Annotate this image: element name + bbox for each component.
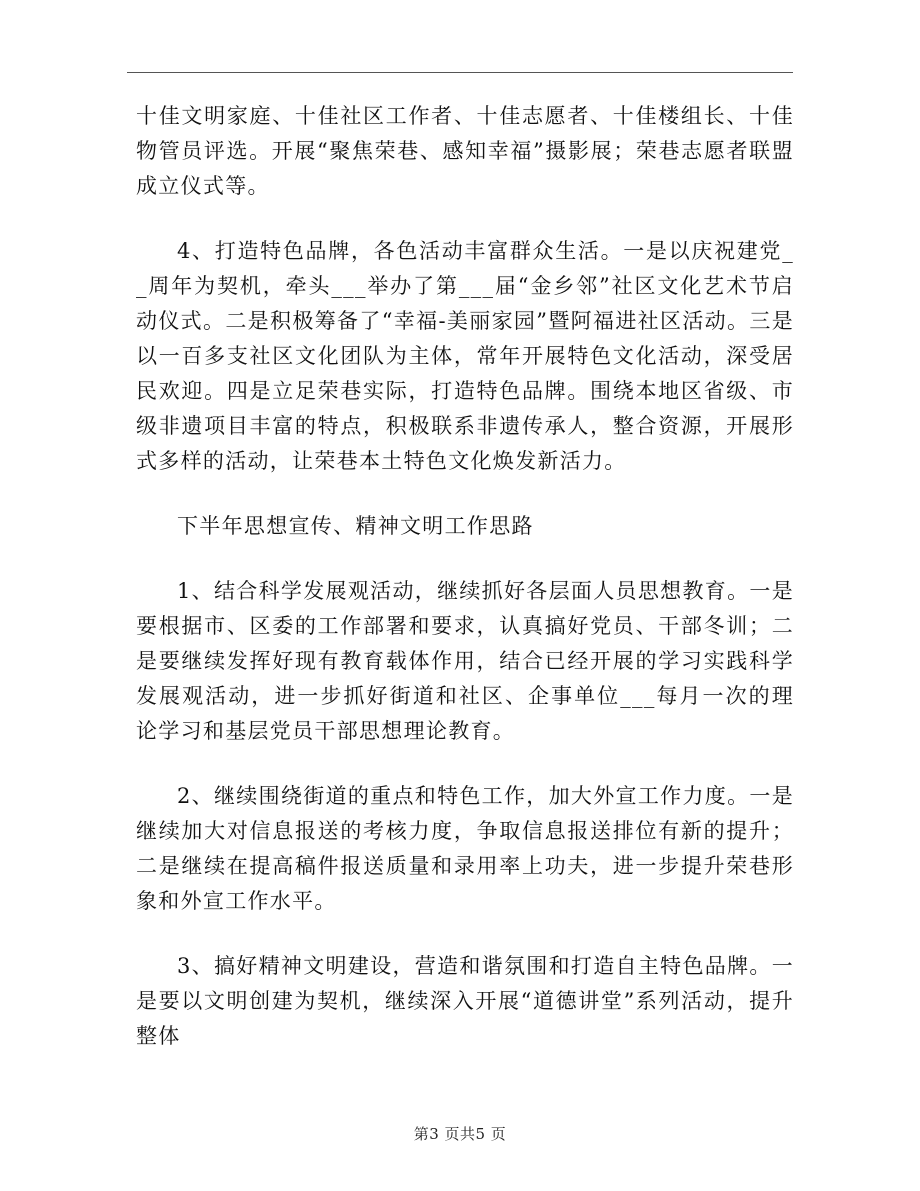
paragraph-continuation: 十佳文明家庭、十佳社区工作者、十佳志愿者、十佳楼组长、十佳物管员评选。开展“聚焦荣巷、感知幸福”摄影展；荣巷志愿者联盟成立仪式等。 (136, 104, 794, 198)
page-number: 第3 页共5 页 (413, 1125, 507, 1143)
header-divider (127, 72, 793, 73)
paragraph-item-4: 4、打造特色品牌，各色活动丰富群众生活。一是以庆祝建党__周年为契机，牵头___举办了第___届“金乡邻”社区文化艺术节启动仪式。二是积极筹备了“幸福-美丽家园”暨阿福进社区活动。三是以一百多支社区文化团队为主体，常年开展特色文化活动，深受居民欢迎。四是立足荣巷实际，打造特色品牌。围绕本地区省级、市级非遗项目丰富的特点，积极联系非遗传承人，整合资源，开展形式多样的活动，让荣巷本土特色文化焕发新活力。 (136, 239, 794, 473)
paragraph-item-2: 2、继续围绕街道的重点和特色工作，加大外宣工作力度。一是继续加大对信息报送的考核力度，争取信息报送排位有新的提升；二是继续在提高稿件报送质量和录用率上功夫，进一步提升荣巷形象和外宣工作水平。 (136, 784, 794, 913)
section-heading: 下半年思想宣传、精神文明工作思路 (177, 514, 534, 538)
document-body (136, 99, 794, 1054)
paragraph-item-3: 3、搞好精神文明建设，营造和谐氛围和打造自主特色品牌。一是要以文明创建为契机，继续深入开展“道德讲堂”系列活动，提升整体 (136, 954, 794, 1048)
paragraph-item-1: 1、结合科学发展观活动，继续抓好各层面人员思想教育。一是要根据市、区委的工作部署和要求，认真搞好党员、干部冬训；二是要继续发挥好现有教育载体作用，结合已经开展的学习实践科学发展观活动，进一步抓好街道和社区、企事单位___每月一次的理论学习和基层党员干部思想理论教育。 (136, 579, 794, 743)
